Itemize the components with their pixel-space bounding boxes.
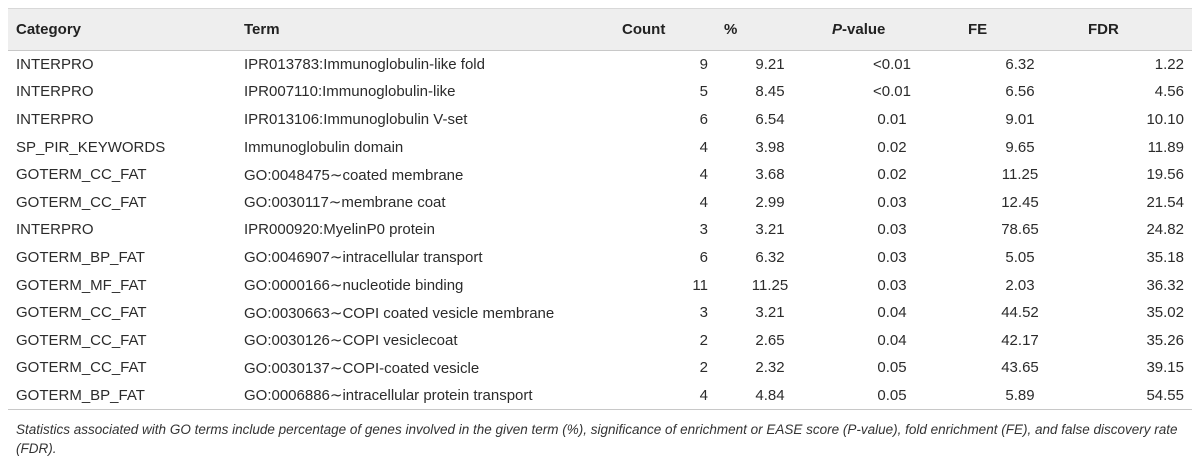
table-row xyxy=(8,78,1192,106)
cell-category: INTERPRO xyxy=(16,221,94,239)
cell-pvalue: 0.02 xyxy=(877,166,907,184)
cell-term: GO:0000166∼nucleotide binding xyxy=(244,277,464,295)
cell-pvalue: <0.01 xyxy=(873,56,911,74)
header-percent: % xyxy=(716,9,824,51)
cell-pvalue: 0.02 xyxy=(877,138,907,156)
header-pvalue-suffix: -value xyxy=(842,21,886,38)
cell-pvalue: 0.03 xyxy=(877,193,907,211)
cell-count: 4 xyxy=(614,382,716,410)
cell-fdr: 1.22 xyxy=(1154,56,1184,74)
cell-count: 3 xyxy=(699,221,708,239)
header-fdr: FDR xyxy=(1080,9,1192,51)
cell-count: 3 xyxy=(699,304,708,322)
cell-term: IPR007110:Immunoglobulin-like xyxy=(244,83,456,101)
table-row xyxy=(8,161,1192,189)
cell-fdr: 36.32 xyxy=(1146,276,1184,294)
cell-category: SP_PIR_KEYWORDS xyxy=(16,138,166,156)
header-term: Term xyxy=(236,9,614,51)
cell-fe: 6.32 xyxy=(1005,56,1035,74)
header-fe: FE xyxy=(960,9,1080,51)
cell-category: GOTERM_BP_FAT xyxy=(8,382,236,410)
cell-term: GO:0030126∼COPI vesiclecoat xyxy=(244,332,458,350)
table-row xyxy=(8,188,1192,216)
cell-count: 5 xyxy=(699,83,708,101)
cell-fdr: 35.02 xyxy=(1146,304,1184,322)
cell-percent: 3.98 xyxy=(755,138,785,156)
cell-percent: 2.99 xyxy=(755,193,785,211)
table-row xyxy=(8,299,1192,327)
cell-count: 11 xyxy=(692,276,708,294)
table-row xyxy=(8,244,1192,272)
cell-fe: 6.56 xyxy=(1005,83,1035,101)
cell-fe: 43.65 xyxy=(1001,359,1039,377)
cell-count: 4 xyxy=(699,193,708,211)
cell-count: 2 xyxy=(699,331,708,349)
cell-term: GO:0030137∼COPI-coated vesicle xyxy=(244,359,480,377)
cell-pvalue: 0.01 xyxy=(877,110,907,128)
header-count: Count xyxy=(614,9,716,51)
table-row xyxy=(8,271,1192,299)
cell-term: GO:0046907∼intracellular transport xyxy=(244,249,483,267)
cell-fdr: 21.54 xyxy=(1146,193,1184,211)
cell-term: GO:0030117∼membrane coat xyxy=(244,194,446,212)
table-row xyxy=(8,133,1192,161)
cell-fe: 11.25 xyxy=(1001,166,1039,184)
cell-count: 6 xyxy=(699,110,708,128)
cell-fdr: 54.55 xyxy=(1080,382,1192,410)
table-header xyxy=(8,9,1192,51)
table-row xyxy=(8,354,1192,382)
table-row xyxy=(8,382,1192,410)
cell-percent: 8.45 xyxy=(755,83,785,101)
cell-category: GOTERM_CC_FAT xyxy=(16,331,147,349)
table-row xyxy=(8,216,1192,244)
table-row xyxy=(8,51,1192,79)
cell-percent: 6.32 xyxy=(755,248,785,266)
cell-fdr: 19.56 xyxy=(1146,166,1184,184)
cell-fe: 42.17 xyxy=(1001,331,1039,349)
cell-pvalue: 0.04 xyxy=(877,331,907,349)
cell-percent: 3.21 xyxy=(755,221,785,239)
cell-fdr: 11.89 xyxy=(1147,138,1184,156)
table-footnote: Statistics associated with GO terms include percentage of genes involved in the given term (%), significance of enrichment or EASE score (P-value), fold enrichment (FE), and false discovery rate (FDR). xyxy=(16,421,1178,456)
cell-category: GOTERM_CC_FAT xyxy=(16,166,147,184)
cell-fe: 9.65 xyxy=(1005,138,1035,156)
header-category: Category xyxy=(8,9,236,51)
cell-category: GOTERM_CC_FAT xyxy=(16,304,147,322)
cell-category: GOTERM_CC_FAT xyxy=(16,193,147,211)
cell-fe: 9.01 xyxy=(1005,110,1035,128)
cell-term: GO:0048475∼coated membrane xyxy=(244,166,464,184)
cell-term: IPR000920:MyelinP0 protein xyxy=(244,221,435,239)
cell-category: INTERPRO xyxy=(16,56,94,74)
cell-fe: 44.52 xyxy=(1001,304,1039,322)
cell-pvalue: <0.01 xyxy=(873,83,911,101)
cell-term: Immunoglobulin domain xyxy=(244,138,404,156)
cell-pvalue: 0.03 xyxy=(877,276,907,294)
cell-fe: 78.65 xyxy=(1001,221,1039,239)
cell-fdr: 35.26 xyxy=(1146,331,1184,349)
cell-fe: 12.45 xyxy=(1001,193,1039,211)
cell-category: INTERPRO xyxy=(16,110,94,128)
cell-count: 4 xyxy=(699,138,708,156)
cell-percent: 2.65 xyxy=(755,331,785,349)
cell-fe: 2.03 xyxy=(1005,276,1035,294)
header-pvalue-italic: P xyxy=(832,21,843,38)
cell-percent: 2.32 xyxy=(755,359,785,377)
cell-percent: 6.54 xyxy=(755,110,785,128)
cell-pvalue: 0.05 xyxy=(877,359,907,377)
cell-pvalue: 0.03 xyxy=(877,248,907,266)
cell-fdr: 24.82 xyxy=(1146,221,1184,239)
cell-fe: 5.89 xyxy=(960,382,1080,410)
cell-fdr: 10.10 xyxy=(1146,110,1184,128)
cell-category: GOTERM_CC_FAT xyxy=(16,359,147,377)
cell-term: IPR013783:Immunoglobulin-like fold xyxy=(244,56,485,74)
cell-count: 4 xyxy=(699,166,708,184)
cell-term: GO:0006886∼intracellular protein transport xyxy=(236,382,614,410)
cell-percent: 3.21 xyxy=(755,304,785,322)
table-container xyxy=(8,0,1192,458)
table-row xyxy=(8,106,1192,134)
cell-fe: 5.05 xyxy=(1005,248,1035,266)
cell-pvalue: 0.05 xyxy=(824,382,960,410)
cell-term: GO:0030663∼COPI coated vesicle membrane xyxy=(244,304,555,322)
header-row xyxy=(8,9,1192,51)
cell-category: GOTERM_BP_FAT xyxy=(16,248,145,266)
cell-category: GOTERM_MF_FAT xyxy=(16,276,147,294)
cell-percent: 4.84 xyxy=(716,382,824,410)
cell-term: IPR013106:Immunoglobulin V-set xyxy=(244,110,468,128)
cell-pvalue: 0.03 xyxy=(877,221,907,239)
header-pvalue xyxy=(824,9,960,51)
cell-pvalue: 0.04 xyxy=(877,304,907,322)
cell-count: 6 xyxy=(699,248,708,266)
cell-percent: 9.21 xyxy=(755,56,785,74)
cell-fdr: 35.18 xyxy=(1146,248,1184,266)
table-row xyxy=(8,326,1192,354)
cell-percent: 11.25 xyxy=(751,276,789,294)
go-enrichment-table xyxy=(8,8,1192,410)
cell-fdr: 39.15 xyxy=(1146,359,1184,377)
table-body xyxy=(8,51,1192,410)
cell-percent: 3.68 xyxy=(755,166,785,184)
cell-category: INTERPRO xyxy=(16,83,94,101)
cell-fdr: 4.56 xyxy=(1154,83,1184,101)
cell-count: 2 xyxy=(699,359,708,377)
cell-count: 9 xyxy=(699,56,708,74)
